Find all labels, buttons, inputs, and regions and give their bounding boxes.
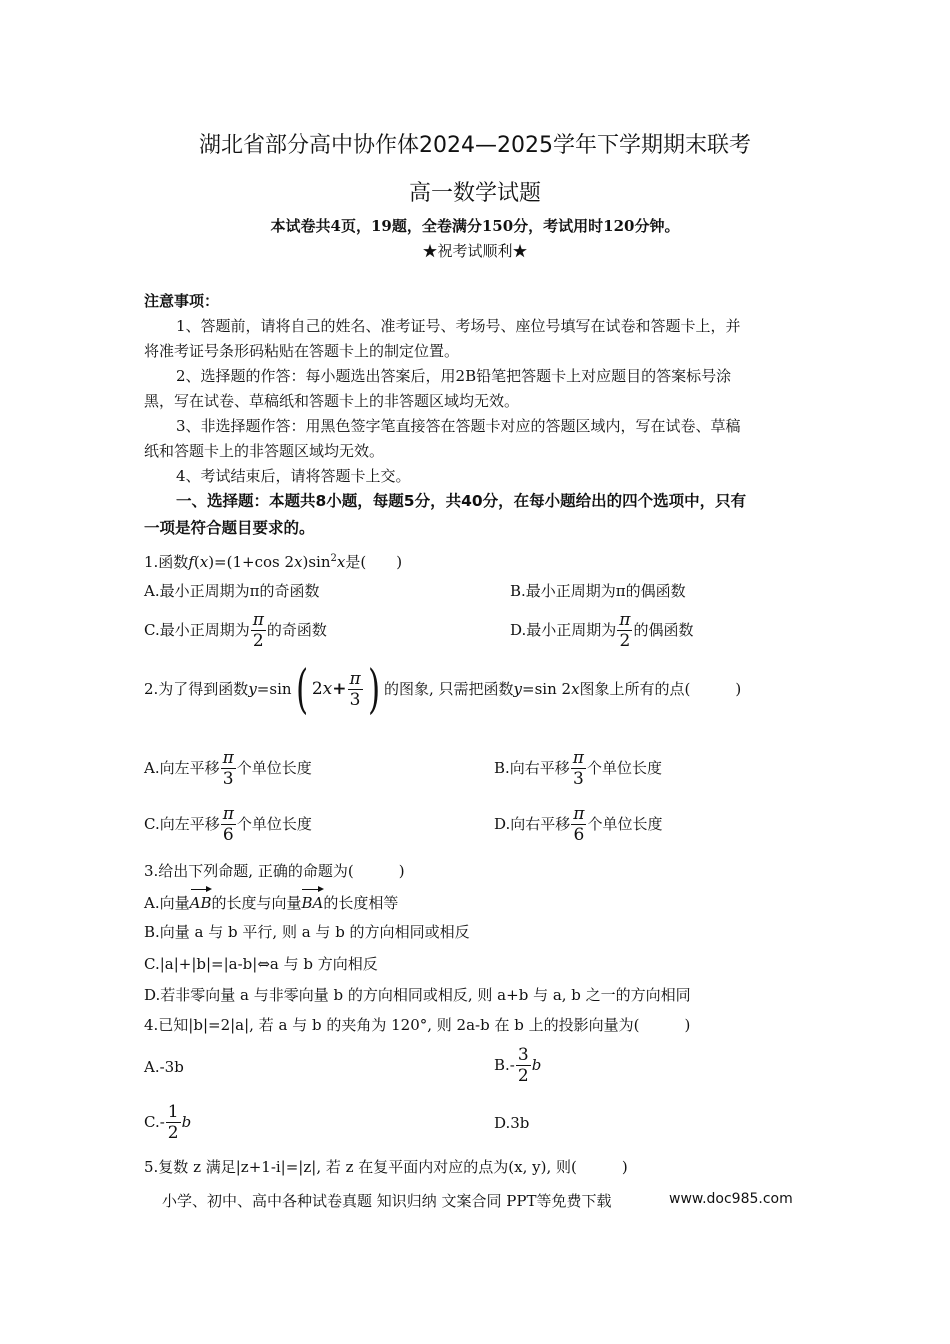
notice-heading: 注意事项： [144,292,220,310]
question-3-option-b[interactable]: B.向量 a 与 b 平行, 则 a 与 b 的方向相同或相反 [144,923,470,941]
question-1-option-a[interactable]: A.最小正周期为π的奇函数 [144,582,320,600]
question-4-option-a[interactable]: A.-3b [144,1058,184,1076]
question-1-option-d[interactable]: D.最小正周期为 $\frac{\pi}{2}$ 的偶函数 [510,610,694,651]
question-2-option-d[interactable]: D.向右平移 $\frac{\pi}{6}$ 个单位长度 [494,804,663,845]
exam-title: 湖北省部分高中协作体2024—2025学年下学期期末联考 [199,133,751,158]
notice-line: 1、答题前，请将自己的姓名、准考证号、考场号、座位号填写在试卷和答题卡上，并 [176,317,741,335]
question-3-option-c[interactable]: C.|a|+|b|=|a-b|⇔a 与 b 方向相反 [144,955,378,973]
question-2-option-b[interactable]: B.向右平移 $\frac{\pi}{3}$ 个单位长度 [494,748,662,789]
notice-line: 纸和答题卡上的非答题区域均无效。 [144,442,385,460]
notice-line: 将准考证号条形码粘贴在答题卡上的制定位置。 [144,342,460,360]
exam-subtitle: 高一数学试题 [408,181,541,206]
footer-text: 小学、初中、高中各种试卷真题 知识归纳 文案合同 PPT等免费下载 [162,1192,612,1210]
exam-info: 本试卷共4页，19题，全卷满分150分，考试用时120分钟。 [270,217,680,235]
footer-url[interactable]: www.doc985.com [669,1191,793,1207]
notice-line: 4、考试结束后，请将答题卡上交。 [176,467,411,485]
question-4-option-b[interactable]: B.- $\frac{3}{2}$ b [494,1045,542,1086]
question-1-option-c[interactable]: C.最小正周期为 $\frac{\pi}{2}$ 的奇函数 [144,610,327,651]
notice-line: 黑，写在试卷、草稿纸和答题卡上的非答题区域均无效。 [144,392,520,410]
exam-wish: ★祝考试顺利★ [422,242,528,260]
notice-line: 3、非选择题作答：用黑色签字笔直接答在答题卡对应的答题区域内，写在试卷、草稿 [176,417,741,435]
question-4-option-d[interactable]: D.3b [494,1114,530,1132]
question-2-option-c[interactable]: C.向左平移 $\frac{\pi}{6}$ 个单位长度 [144,804,312,845]
question-5-stem: 5.复数 z 满足|z+1-i|=|z|, 若 z 在复平面内对应的点为(x, y), 则( ) [144,1158,628,1176]
question-3-option-a[interactable]: A.向量AB的长度与向量BA的长度相等 [144,886,398,914]
question-4-stem: 4.已知|b|=2|a|, 若 a 与 b 的夹角为 120°, 则 2a-b 在 b 上的投影向量为( ) [144,1016,691,1034]
notice-line: 2、选择题的作答：每小题选出答案后，用2B铅笔把答题卡上对应题目的答案标号涂 [176,367,732,385]
section-heading-cont: 一项是符合题目要求的。 [144,519,315,537]
question-1-option-b[interactable]: B.最小正周期为π的偶函数 [510,582,686,600]
question-2-stem: 2.为了得到函数y=sin( 2x+ $\frac{\pi}{3}$ ) 的图象, 只需把函数y=sin 2x图象上所有的点( ) [144,660,742,720]
question-2-option-a[interactable]: A.向左平移 $\frac{\pi}{3}$ 个单位长度 [144,748,312,789]
question-1-stem: 1.函数f(x)=(1+cos $2x)\sin^2x$是( ) [144,553,403,571]
section-heading: 一、选择题：本题共8小题，每题5分，共40分，在每小题给出的四个选项中，只有 [176,492,747,510]
question-3-option-d[interactable]: D.若非零向量 a 与非零向量 b 的方向相同或相反, 则 a+b 与 a, b 之一的方向相同 [144,986,691,1004]
question-4-option-c[interactable]: C.- $\frac{1}{2}$ b [144,1102,192,1143]
question-3-stem: 3.给出下列命题, 正确的命题为( ) [144,862,405,880]
